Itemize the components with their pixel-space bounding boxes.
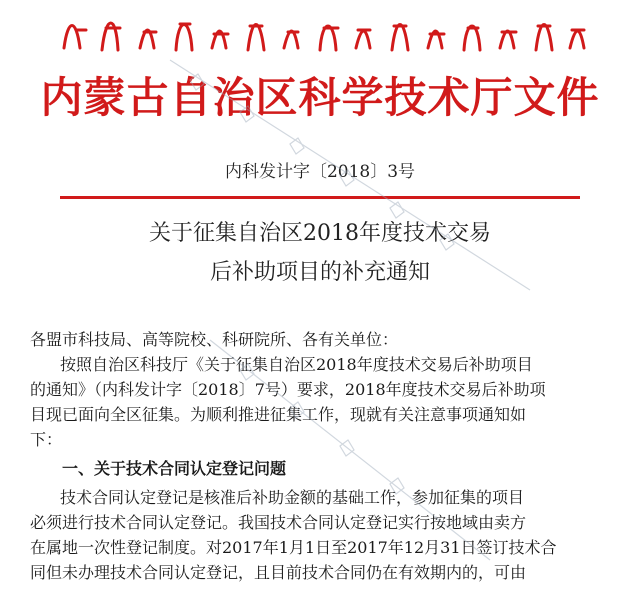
paragraph-1-line-3: 目现已面向全区征集。为顺利推进征集工作，现就有关注意事项通知如 — [30, 405, 527, 424]
paragraph-1-line-2: 的通知》（内科发计字〔2018〕7号）要求，2018年度技术交易后补助项 — [30, 380, 546, 399]
paragraph-1-line-1: 按照自治区科技厅《关于征集自治区2018年度技术交易后补助项目 — [60, 355, 533, 374]
paragraph-2-line-2: 必须进行技术合同认定登记。我国技术合同认定登记实行按地域由卖方 — [30, 513, 527, 532]
document-number: 内科发计字〔2018〕3号 — [224, 162, 416, 182]
mongolian-script-icon — [58, 8, 592, 54]
paragraph-1-line-4: 下： — [30, 430, 63, 449]
masthead-title: 内蒙古自治区科学技术厅文件 — [40, 73, 600, 122]
paragraph-2-line-4: 同但未办理技术合同认定登记，且目前技术合同仍在有效期内的，可由 — [30, 563, 527, 582]
paragraph-2-line-1: 技术合同认定登记是核准后补助金额的基础工作，参加征集的项目 — [60, 488, 525, 507]
notice-title-line-2: 后补助项目的补充通知 — [209, 260, 430, 285]
notice-title-line-1: 关于征集自治区2018年度技术交易 — [149, 221, 491, 246]
section-1-heading: 一、关于技术合同认定登记问题 — [62, 459, 287, 478]
salutation: 各盟市科技局、高等院校、科研院所、各有关单位： — [30, 330, 399, 349]
paragraph-2-line-3: 在属地一次性登记制度。对2017年1月1日至2017年12月31日签订技术合 — [30, 538, 557, 557]
red-divider — [60, 196, 580, 199]
